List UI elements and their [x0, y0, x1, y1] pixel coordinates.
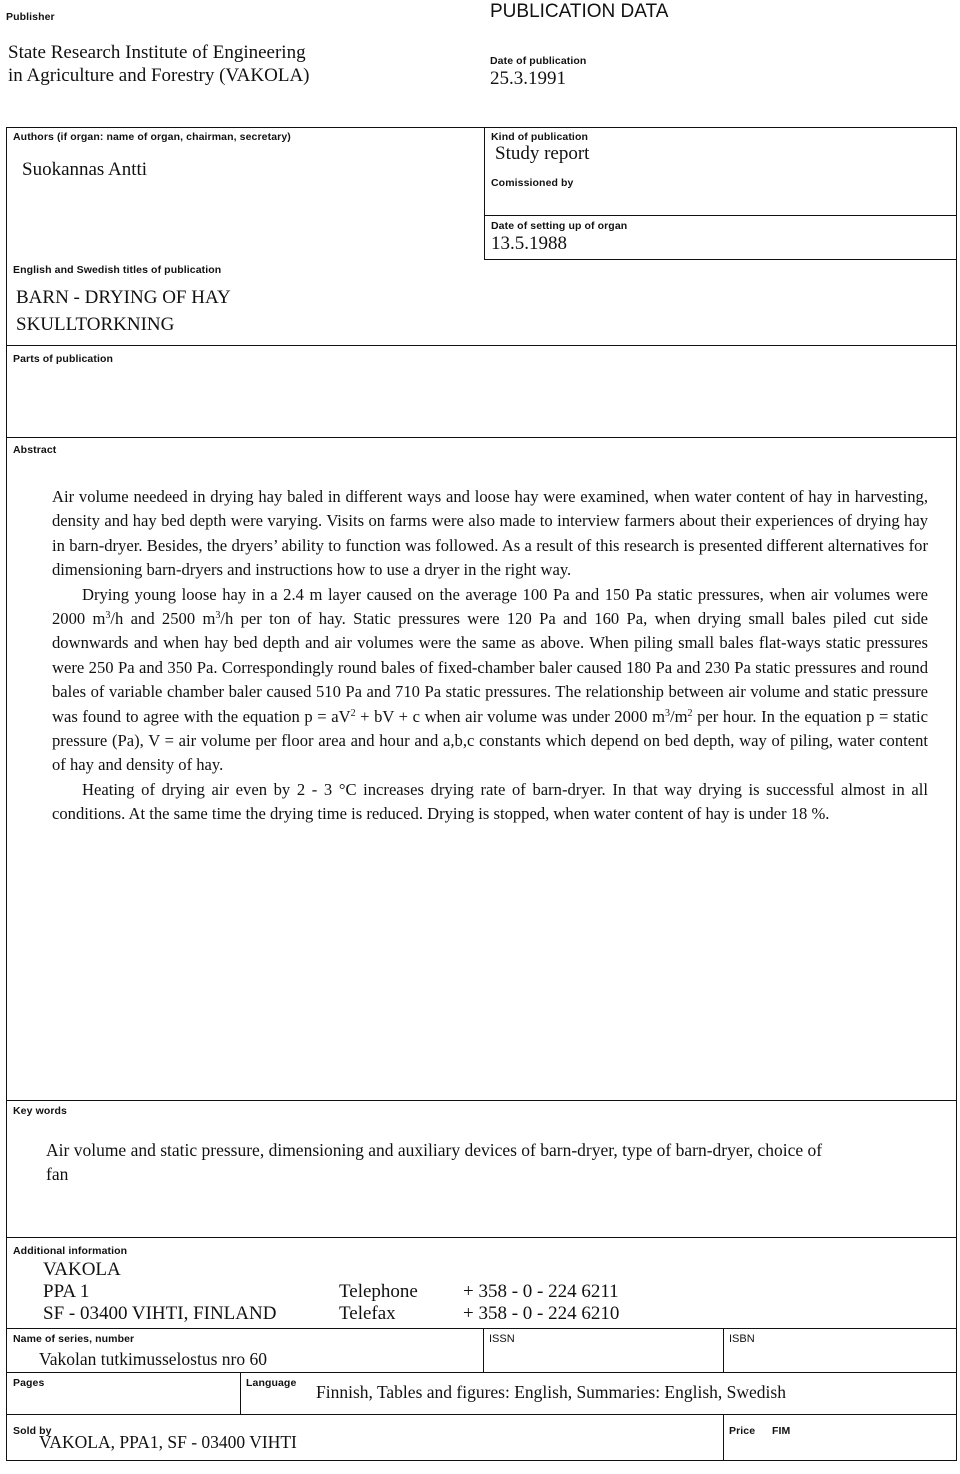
- pages-divider: [6, 1414, 957, 1415]
- additional-ppa: PPA 1: [43, 1281, 90, 1302]
- form-left-border: [6, 127, 7, 1461]
- abstract-paragraph-1: Air volume needeed in drying hay baled in different ways and loose hay were examined, when water content of hay in harvesting, density and hay bed depth were varying. Visits on farms were also made to interview farmers about their experiences of drying hay in barn-dryer. Besides, the dryers’ ability to function was followed. As a result of this research is presented different alternatives for dimensioning barn-dryers and instructions how to use a dryer in the right way.: [52, 487, 928, 580]
- date-of-publication-label: Date of publication: [490, 55, 587, 67]
- organ-date-label: Date of setting up of organ: [491, 220, 628, 232]
- swedish-title: SKULLTORKNING: [16, 314, 175, 335]
- organ-date-divider: [484, 259, 957, 260]
- authors-value: Suokannas Antti: [22, 159, 148, 180]
- sold-by-value: VAKOLA, PPA1, SF - 03400 VIHTI: [39, 1432, 297, 1452]
- keywords-line-2: fan: [46, 1164, 69, 1184]
- isbn-divider: [723, 1328, 724, 1372]
- language-divider: [240, 1372, 241, 1414]
- authors-label: Authors (if organ: name of organ, chairman, secretary): [13, 131, 291, 143]
- contact-labels: [339, 1281, 418, 1325]
- series-value: Vakolan tutkimusselostus nro 60: [39, 1349, 267, 1369]
- telephone-value: + 358 - 0 - 224 6211: [463, 1281, 619, 1302]
- pages-label: Pages: [13, 1377, 45, 1389]
- document-title: PUBLICATION DATA: [490, 1, 669, 22]
- price-value: FIM: [772, 1425, 791, 1437]
- abstract-paragraph-2: Drying young loose hay in a 2.4 m layer caused on the average 100 Pa and 150 Pa static pressures, when air volumes were 2000 $m^3/h$ and 2500 $m^3/h$ per ton of hay. Static pressures were 120 Pa and 160 Pa, when drying small bales piled cut side downwards and when hay bed depth and air volumes were the same as above. When piling small bales flat-ways static pressures were 250 Pa and 350 Pa. Correspondingly round bales of fixed-chamber baler caused 180 Pa and 230 Pa static pressures and round bales of variable chamber baler caused 510 Pa and 710 Pa static pressures. The relationship between air volume and static pressure was found to agree with the equation $p = aV^2$ + bV + c when air volume was under 2000 $m^3/m^2$ per hour. In the equation p = static pressure (Pa), V = air volume per floor area and hour and a,b,c constants which depend on bed depth, way of piling, water content of hay and density of hay.: [52, 584, 928, 775]
- commissioned-divider: [484, 215, 957, 216]
- titles-label: English and Swedish titles of publication: [13, 264, 222, 276]
- additional-divider: [6, 1328, 957, 1329]
- keywords-line-1: Air volume and static pressure, dimensioning and auxiliary devices of barn-dryer, type of barn-dryer, choice of: [46, 1140, 823, 1160]
- english-title: BARN - DRYING OF HAY: [16, 287, 231, 308]
- series-label: Name of series, number: [13, 1333, 135, 1345]
- telephone-label: Telephone: [339, 1281, 418, 1302]
- date-of-publication-value: 25.3.1991: [490, 68, 566, 89]
- publisher-line-1: State Research Institute of Engineering: [8, 42, 306, 63]
- keywords-divider: [6, 1237, 957, 1238]
- series-divider: [6, 1372, 957, 1373]
- additional-info-label: Additional information: [13, 1245, 128, 1257]
- form-right-border: [956, 127, 957, 1461]
- form-bottom-border: [6, 1460, 957, 1461]
- contact-values: [463, 1281, 619, 1325]
- abstract-divider: [6, 1100, 957, 1101]
- commissioned-by-label: Comissioned by: [491, 177, 574, 189]
- language-label: Language: [246, 1377, 297, 1389]
- isbn-label: ISBN: [729, 1333, 755, 1345]
- kind-of-publication-value: Study report: [495, 143, 590, 164]
- publisher-line-2: in Agriculture and Forestry (VAKOLA): [8, 65, 310, 86]
- titles-values: [16, 284, 231, 338]
- price-divider: [723, 1414, 724, 1460]
- parts-divider: [6, 437, 957, 438]
- parts-label: Parts of publication: [13, 353, 114, 365]
- kind-of-publication-label: Kind of publication: [491, 131, 588, 143]
- language-value: Finnish, Tables and figures: English, Summaries: English, Swedish: [316, 1382, 786, 1402]
- abstract-text: [52, 485, 928, 827]
- additional-address: [43, 1259, 276, 1325]
- sold-by-label: Sold by: [13, 1425, 52, 1437]
- price-label: Price: [729, 1425, 756, 1437]
- keywords-value: [46, 1138, 822, 1186]
- issn-label: ISSN: [489, 1333, 515, 1345]
- organ-date-value: 13.5.1988: [491, 233, 567, 254]
- top-column-divider: [484, 127, 485, 260]
- telefax-value: + 358 - 0 - 224 6210: [463, 1303, 620, 1324]
- form-top-border: [6, 127, 957, 128]
- publisher-name: [8, 41, 310, 87]
- abstract-label: Abstract: [13, 444, 57, 456]
- telefax-label: Telefax: [339, 1303, 396, 1324]
- issn-divider: [483, 1328, 484, 1372]
- additional-org: VAKOLA: [43, 1259, 121, 1280]
- publisher-label: Publisher: [6, 11, 55, 23]
- keywords-label: Key words: [13, 1105, 67, 1117]
- abstract-paragraph-3: Heating of drying air even by 2 - 3 °C increases drying rate of barn-dryer. In that way drying is successful almost in all conditions. At the same time the drying time is reduced. Drying is stopped, when water content of hay is under 18 %.: [52, 779, 928, 824]
- titles-divider: [6, 345, 957, 346]
- additional-city: SF - 03400 VIHTI, FINLAND: [43, 1303, 277, 1324]
